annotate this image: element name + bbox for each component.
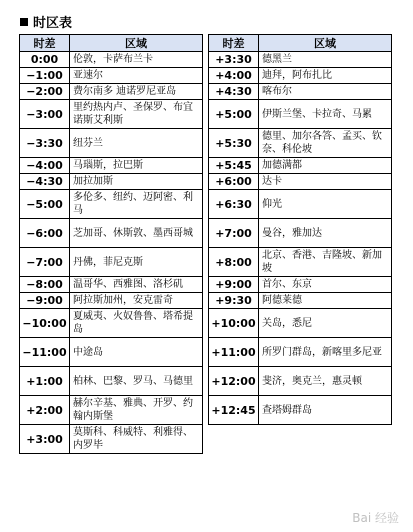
table-row <box>209 52 392 68</box>
offset-cell: +12:00 <box>209 367 259 396</box>
table-row <box>20 84 203 100</box>
offset-cell: +5:00 <box>209 100 259 129</box>
region-cell: 柏林、巴黎、罗马、马德里 <box>70 367 203 396</box>
region-cell: 亚速尔 <box>70 68 203 84</box>
region-cell: 伊斯兰堡、卡拉奇、马累 <box>259 100 392 129</box>
table-row <box>20 277 203 293</box>
region-cell: 阿德莱德 <box>259 293 392 309</box>
region-cell: 纽芬兰 <box>70 129 203 158</box>
table-row <box>209 367 392 396</box>
region-cell: 阿拉斯加州，安克雷奇 <box>70 293 203 309</box>
table-row <box>20 338 203 367</box>
table-row <box>20 293 203 309</box>
square-bullet-icon <box>20 18 28 26</box>
region-cell: 芝加哥、休斯敦、墨西哥城 <box>70 219 203 248</box>
table-row <box>209 338 392 367</box>
offset-cell: +2:00 <box>20 396 70 425</box>
region-cell: 德黑兰 <box>259 52 392 68</box>
timezone-table-right <box>208 34 392 425</box>
region-cell: 喀布尔 <box>259 84 392 100</box>
offset-cell: 0:00 <box>20 52 70 68</box>
region-cell: 费尔南多 迪诺罗尼亚岛 <box>70 84 203 100</box>
title-text: 时区表 <box>33 16 73 31</box>
table-row <box>209 100 392 129</box>
table-row <box>209 84 392 100</box>
region-cell: 伦敦，卡萨布兰卡 <box>70 52 203 68</box>
offset-cell: +8:00 <box>209 248 259 277</box>
timezone-table-left <box>19 34 203 454</box>
table-row <box>209 219 392 248</box>
region-cell: 温哥华、西雅图、洛杉矶 <box>70 277 203 293</box>
table-row <box>209 293 392 309</box>
table-row <box>20 100 203 129</box>
header-region: 区域 <box>259 35 392 52</box>
region-cell: 莫斯科、科威特、利雅得、内罗毕 <box>70 425 203 454</box>
table-row <box>20 219 203 248</box>
region-cell: 加拉加斯 <box>70 174 203 190</box>
offset-cell: −11:00 <box>20 338 70 367</box>
table-row <box>209 396 392 425</box>
region-cell: 仰光 <box>259 190 392 219</box>
header-offset: 时差 <box>209 35 259 52</box>
offset-cell: +7:00 <box>209 219 259 248</box>
offset-cell: +1:00 <box>20 367 70 396</box>
offset-cell: +9:00 <box>209 277 259 293</box>
offset-cell: −4:00 <box>20 158 70 174</box>
header-region: 区域 <box>70 35 203 52</box>
table-row <box>209 248 392 277</box>
table-row <box>20 248 203 277</box>
offset-cell: +11:00 <box>209 338 259 367</box>
table-row <box>20 52 203 68</box>
watermark: Bai 经验 <box>352 511 399 525</box>
table-row <box>20 158 203 174</box>
table-row <box>20 425 203 454</box>
offset-cell: +5:30 <box>209 129 259 158</box>
table-row <box>20 367 203 396</box>
offset-cell: −7:00 <box>20 248 70 277</box>
region-cell: 北京、香港、吉隆坡、新加坡 <box>259 248 392 277</box>
region-cell: 夏威夷、火奴鲁鲁、塔希提岛 <box>70 309 203 338</box>
region-cell: 查塔姆群岛 <box>259 396 392 425</box>
region-cell: 马瑙斯，拉巴斯 <box>70 158 203 174</box>
table-header-row <box>209 35 392 52</box>
table-row <box>209 68 392 84</box>
page-title <box>20 16 72 32</box>
table-row <box>20 129 203 158</box>
offset-cell: +12:45 <box>209 396 259 425</box>
table-row <box>20 396 203 425</box>
offset-cell: −1:00 <box>20 68 70 84</box>
offset-cell: +3:30 <box>209 52 259 68</box>
region-cell: 首尔、东京 <box>259 277 392 293</box>
region-cell: 迪拜，阿布扎比 <box>259 68 392 84</box>
offset-cell: −5:00 <box>20 190 70 219</box>
table-row <box>20 174 203 190</box>
header-offset: 时差 <box>20 35 70 52</box>
region-cell: 达卡 <box>259 174 392 190</box>
offset-cell: +10:00 <box>209 309 259 338</box>
region-cell: 关岛，悉尼 <box>259 309 392 338</box>
offset-cell: −10:00 <box>20 309 70 338</box>
table-row <box>209 158 392 174</box>
table-row <box>20 68 203 84</box>
table-row <box>209 277 392 293</box>
offset-cell: +4:30 <box>209 84 259 100</box>
region-cell: 赫尔辛基、雅典、开罗、约翰内斯堡 <box>70 396 203 425</box>
offset-cell: +9:30 <box>209 293 259 309</box>
region-cell: 多伦多、纽约、迈阿密、利马 <box>70 190 203 219</box>
offset-cell: −2:00 <box>20 84 70 100</box>
region-cell: 所罗门群岛，新喀里多尼亚 <box>259 338 392 367</box>
offset-cell: −8:00 <box>20 277 70 293</box>
region-cell: 斐济，奥克兰，惠灵顿 <box>259 367 392 396</box>
table-row <box>209 190 392 219</box>
table-row <box>20 309 203 338</box>
offset-cell: +6:00 <box>209 174 259 190</box>
offset-cell: +3:00 <box>20 425 70 454</box>
offset-cell: −6:00 <box>20 219 70 248</box>
offset-cell: +5:45 <box>209 158 259 174</box>
region-cell: 里约热内卢、圣保罗、布宜诺斯艾利斯 <box>70 100 203 129</box>
offset-cell: −3:00 <box>20 100 70 129</box>
offset-cell: −3:30 <box>20 129 70 158</box>
region-cell: 丹佛，菲尼克斯 <box>70 248 203 277</box>
offset-cell: +4:00 <box>209 68 259 84</box>
region-cell: 中途岛 <box>70 338 203 367</box>
table-row <box>209 309 392 338</box>
region-cell: 德里、加尔各答、孟买、钦奈、科伦坡 <box>259 129 392 158</box>
table-row <box>209 129 392 158</box>
offset-cell: −4:30 <box>20 174 70 190</box>
table-row <box>209 174 392 190</box>
region-cell: 曼谷，雅加达 <box>259 219 392 248</box>
table-header-row <box>20 35 203 52</box>
offset-cell: +6:30 <box>209 190 259 219</box>
region-cell: 加德满都 <box>259 158 392 174</box>
offset-cell: −9:00 <box>20 293 70 309</box>
table-row <box>20 190 203 219</box>
